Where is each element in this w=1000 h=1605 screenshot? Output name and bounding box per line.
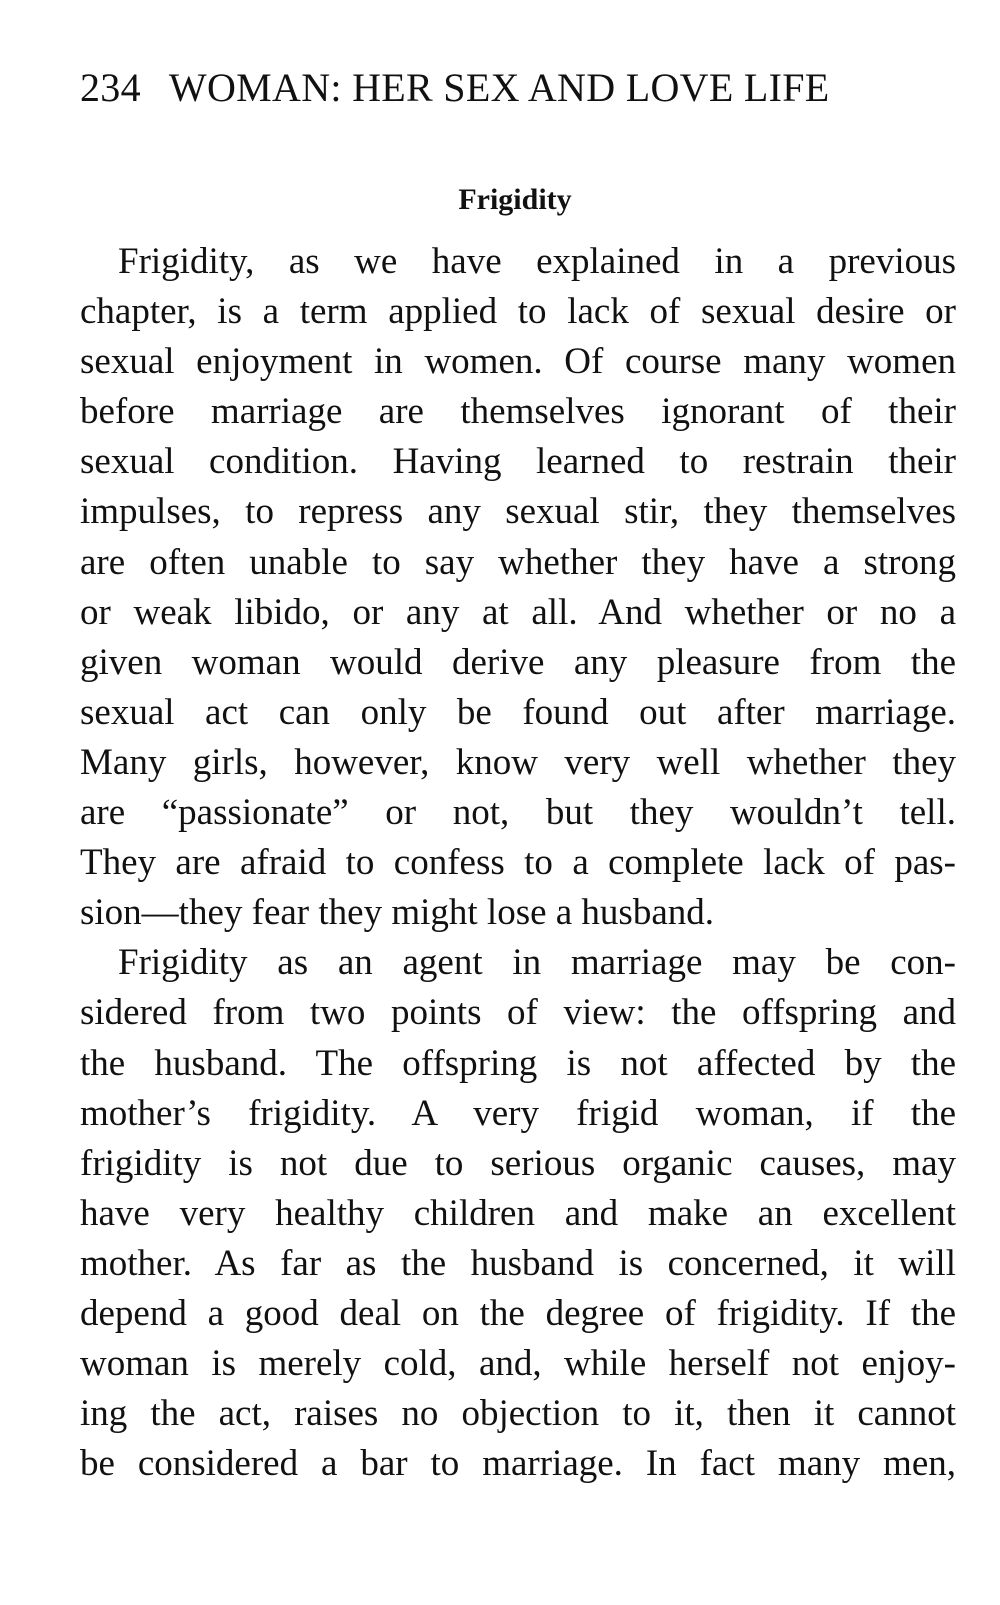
- text-line: frigidity is not due to serious organic causes, may: [80, 1142, 956, 1184]
- text-line: the husband. The offspring is not affected by the: [80, 1042, 956, 1084]
- text-line: mother. As far as the husband is concerned, it will: [80, 1242, 956, 1284]
- text-line: chapter, is a term applied to lack of sexual desire or: [80, 291, 956, 333]
- text-line: sexual condition. Having learned to restrain their: [80, 441, 956, 483]
- text-line: be considered a bar to marriage. In fact many men,: [80, 1443, 956, 1485]
- text-line: sexual act can only be found out after marriage.: [80, 691, 956, 733]
- text-line: sexual enjoyment in women. Of course many women: [80, 341, 956, 383]
- text-line: before marriage are themselves ignorant of their: [80, 391, 956, 433]
- text-line: or weak libido, or any at all. And whether or no a: [80, 591, 956, 633]
- text-line: woman is merely cold, and, while herself not enjoy-: [80, 1343, 956, 1385]
- text-line: Many girls, however, know very well whether they: [80, 741, 956, 783]
- text-line: Frigidity, as we have explained in a previous: [118, 241, 956, 282]
- text-line: They are afraid to confess to a complete lack of pas-: [80, 842, 956, 884]
- paragraph-2: [80, 938, 956, 1489]
- text-line: have very healthy children and make an excellent: [80, 1192, 956, 1234]
- paragraph-1: [80, 237, 956, 938]
- text-line: are often unable to say whether they have a strong: [80, 541, 956, 583]
- section-heading: Frigidity: [458, 183, 572, 216]
- text-line: are “passionate” or not, but they wouldn’t tell.: [80, 792, 956, 834]
- text-line: impulses, to repress any sexual stir, they themselves: [80, 491, 956, 533]
- text-line: ing the act, raises no objection to it, then it cannot: [80, 1393, 956, 1435]
- text-line: depend a good deal on the degree of frigidity. If the: [80, 1292, 956, 1334]
- text-line: given woman would derive any pleasure from the: [80, 641, 956, 683]
- text-line: sion—they fear they might lose a husband.: [80, 892, 715, 934]
- text-line: sidered from two points of view: the offspring and: [80, 992, 956, 1034]
- page-number: 234: [80, 65, 141, 110]
- body-text: [80, 237, 956, 1489]
- text-line: Frigidity as an agent in marriage may be con-: [118, 942, 956, 984]
- text-line: mother’s frigidity. A very frigid woman, if the: [80, 1092, 956, 1134]
- running-head: [80, 58, 960, 118]
- book-title: WOMAN: HER SEX AND LOVE LIFE: [168, 65, 830, 110]
